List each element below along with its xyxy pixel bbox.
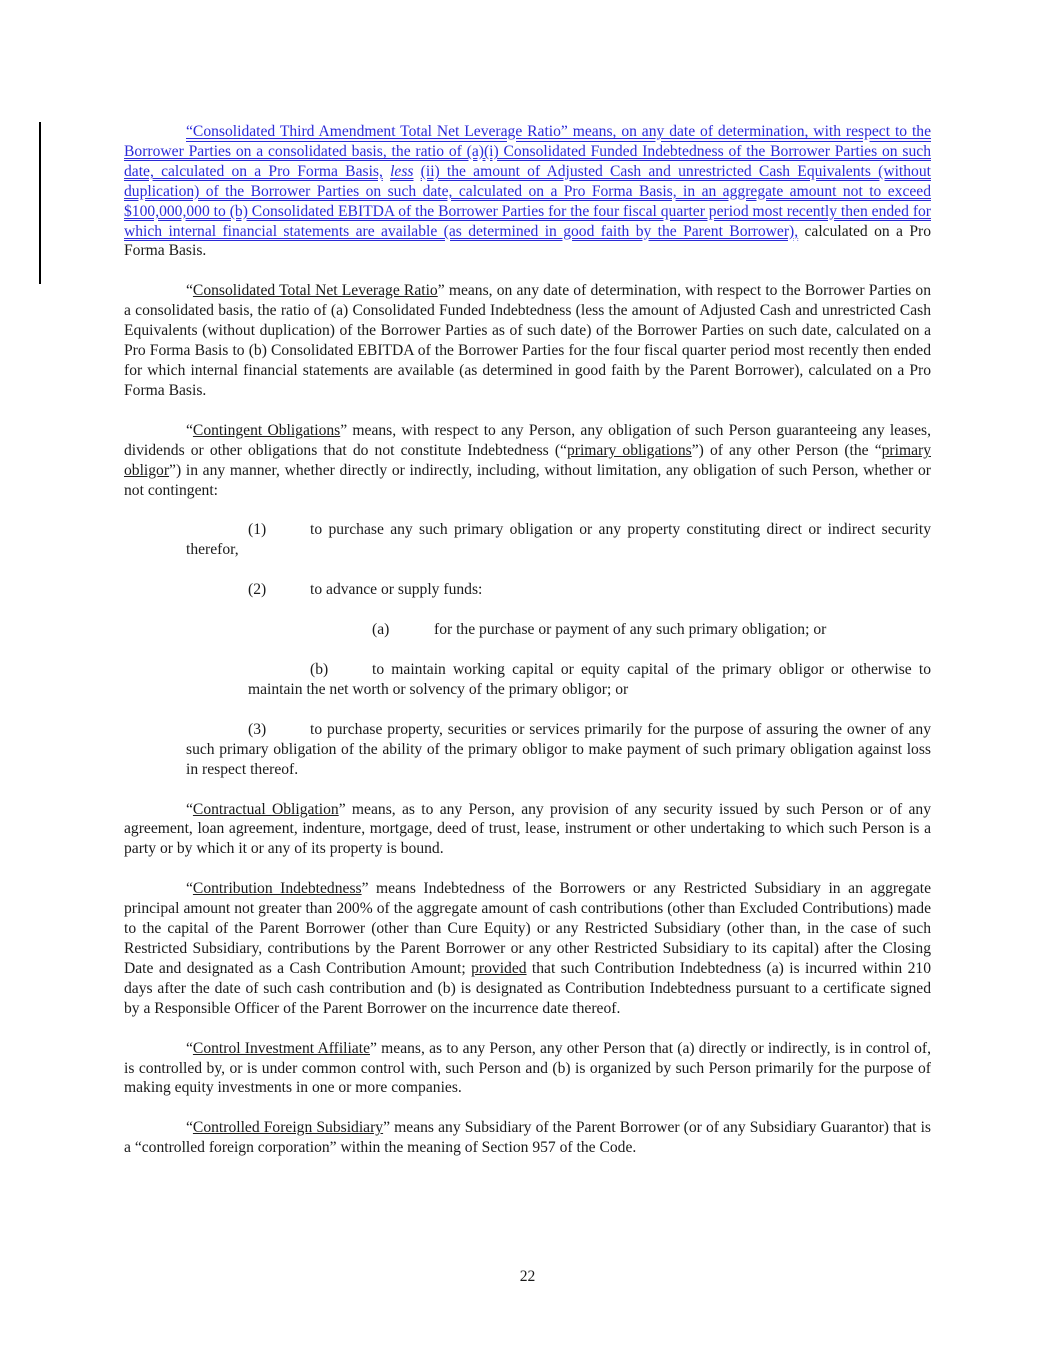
item-text: to purchase property, securities or services primarily for the purpose of assuring the owner of any such primary obligation of the ability of the primary obligor to make payment of such primary obligation against loss in respect thereof.: [186, 720, 931, 778]
definition-contribution-indebtedness: [124, 879, 931, 1018]
item-text: to purchase any such primary obligation or any property constituting direct or indirect security therefor,: [186, 521, 931, 559]
open-quote: “: [186, 282, 193, 300]
defined-term-primary-obligations: primary obligations: [566, 441, 692, 459]
definition-consolidated-third-amendment-total-net-leverage-ratio: [124, 122, 931, 261]
definition-body: ” means, as to any Person, any other Person that (a) directly or indirectly, is in control of, is controlled by, or is under common control with, such Person and (b) is organized by such Person primarily for the purpose of making equity investments in one or more companies.: [124, 1039, 932, 1097]
list-item-1: [186, 520, 931, 560]
list-item-3: [186, 720, 931, 780]
defined-term: Controlled Foreign Subsidiary: [192, 1119, 384, 1137]
item-number: (2): [248, 581, 267, 599]
document-page: [124, 122, 931, 1178]
definition-body: ” means, as to any Person, any provision of any security issued by such Person or of any agreement, loan agreement, indenture, mortgage, deed of trust, lease, instrument or other undertaking to which such Person is a party or by which it or any of its property is bound.: [124, 800, 932, 858]
item-text: to advance or supply funds:: [310, 581, 483, 599]
definition-contingent-obligations: [124, 421, 931, 501]
proviso-provided: provided: [471, 959, 527, 977]
item-number: (3): [248, 720, 267, 738]
definition-contractual-obligation: [124, 800, 931, 860]
item-number: (1): [248, 521, 267, 539]
definition-body: ” means Indebtedness of the Borrowers or any Restricted Subsidiary in an aggregate principal amount not greater than 200% of the aggregate amount of cash contributions (other than Excluded Contributions) made to the capital of the Parent Borrower (other than Cure Equity) or any Restricted Subsidiary (other than, in the case of such Restricted Subsidiary, contributions by the Parent Borrower or any other Restricted Subsidiary to its capital) after the Closing Date and designated as a Cash Contribution Amount;: [124, 880, 932, 977]
open-quote: “: [186, 421, 193, 439]
open-quote: “: [186, 880, 193, 898]
definition-body: ”) of any other Person (the “: [691, 441, 882, 459]
item-number: (a): [372, 621, 390, 639]
definition-controlled-foreign-subsidiary: [124, 1118, 931, 1158]
inserted-text: (ii) the amount of Adjusted Cash and unrestricted Cash Equivalents (without duplication) of the Borrower Parties on such date, calculated on a Pro Forma Basis, in an aggregate amount not to exceed $100,000,000 to (b) Consolidated EBITDA of the Borrower Parties for the four fiscal quarter period most recently then ended for which internal financial statements are available (as determined in good faith by the Parent Borrower),: [124, 162, 931, 240]
definition-body: ” means, on any date of determination, with respect to the Borrower Parties on a consolidated basis, the ratio of (a) Consolidated Funded Indebtedness (less the amount of Adjusted Cash and unrestricted Cash Equivalents (without duplication) of the Borrower Parties as of such date) of the Borrower Parties on such date, calculated on a Pro Forma Basis to (b) Consolidated EBITDA of the Borrower Parties for the four fiscal quarter period most recently then ended for which internal financial statements are available (as determined in good faith by the Parent Borrower), calculated on a Pro Forma Basis.: [124, 282, 931, 399]
open-quote: “: [186, 1119, 193, 1137]
list-item-2: [186, 580, 931, 600]
defined-term: Consolidated Total Net Leverage Ratio: [192, 282, 438, 300]
definition-body: that such Contribution Indebtedness (a) is incurred within 210 days after the date of such cash contribution and (b) is designated as Contribution Indebtedness pursuant to a certificate signed by a Responsible Officer of the Parent Borrower on the incurrence date thereof.: [124, 959, 931, 1017]
list-item-2b: [248, 660, 931, 700]
definition-body: ” means any Subsidiary of the Parent Borrower (or of any Subsidiary Guarantor) that is a “controlled foreign corporation” within the meaning of Section 957 of the Code.: [124, 1119, 932, 1157]
item-text: to maintain working capital or equity capital of the primary obligor or otherwise to maintain the net worth or solvency of the primary obligor; or: [248, 661, 931, 698]
defined-term: Control Investment Affiliate: [192, 1039, 370, 1057]
definition-body: ”) in any manner, whether directly or indirectly, including, without limitation, any obligation of such Person, whether or not contingent:: [124, 461, 931, 499]
definition-body: ” means, with respect to any Person, any obligation of such Person guaranteeing any leases, dividends or other obligations that do not constitute Indebtedness (“: [124, 421, 931, 459]
change-bar: [39, 122, 41, 284]
defined-term: Contribution Indebtedness: [192, 880, 362, 898]
open-quote: “: [186, 800, 193, 818]
open-quote: “: [186, 1039, 193, 1057]
defined-term: Contingent Obligations: [192, 421, 341, 439]
item-number: (b): [310, 661, 329, 679]
definition-consolidated-total-net-leverage-ratio: [124, 281, 931, 400]
defined-term: Contractual Obligation: [192, 800, 339, 818]
page-number: 22: [519, 1268, 536, 1285]
list-item-2a: [248, 620, 931, 640]
item-text: for the purchase or payment of any such primary obligation; or: [434, 621, 827, 639]
inserted-text: “Consolidated Third Amendment Total Net Leverage Ratio” means, on any date of determination, with respect to the Borrower Parties on a consolidated basis, the ratio of (a)(i) Consolidated Funded Indebtedness of the Borrower Parties on such date, calculated on a Pro Forma Basis,: [124, 123, 931, 180]
inserted-text-italic: less: [390, 162, 414, 180]
defined-term-primary-obligor: primary obligor: [124, 441, 931, 479]
definition-tail: calculated on a Pro Forma Basis.: [124, 222, 931, 260]
definition-control-investment-affiliate: [124, 1039, 931, 1099]
